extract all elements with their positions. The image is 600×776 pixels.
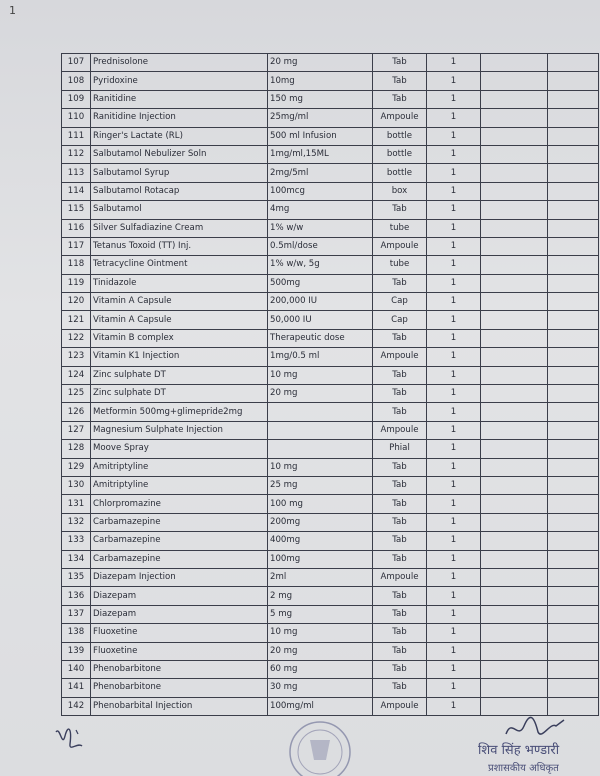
dosage-form: bottle <box>373 127 427 145</box>
dose: 0.5ml/dose <box>268 237 373 255</box>
table-row <box>62 109 599 127</box>
table-row <box>62 513 599 531</box>
quantity: 1 <box>427 679 481 697</box>
drug-name: Ringer's Lactate (RL) <box>91 127 268 145</box>
blank-cell <box>548 587 599 605</box>
table-row <box>62 329 599 347</box>
dosage-form: Tab <box>373 274 427 292</box>
blank-cell <box>481 348 548 366</box>
row-number: 126 <box>62 403 91 421</box>
blank-cell <box>481 605 548 623</box>
drug-name: Magnesium Sulphate Injection <box>91 421 268 439</box>
blank-cell <box>481 385 548 403</box>
quantity: 1 <box>427 421 481 439</box>
blank-cell <box>548 679 599 697</box>
dosage-form: Tab <box>373 458 427 476</box>
dosage-form: Ampoule <box>373 348 427 366</box>
dosage-form: Tab <box>373 624 427 642</box>
dosage-form: Tab <box>373 54 427 72</box>
row-number: 138 <box>62 624 91 642</box>
drug-name: Zinc sulphate DT <box>91 366 268 384</box>
quantity: 1 <box>427 403 481 421</box>
table-row <box>62 127 599 145</box>
blank-cell <box>548 182 599 200</box>
dose: 400mg <box>268 532 373 550</box>
dosage-form: Cap <box>373 311 427 329</box>
blank-cell <box>548 568 599 586</box>
drug-name: Vitamin K1 Injection <box>91 348 268 366</box>
dose <box>268 440 373 458</box>
blank-cell <box>548 201 599 219</box>
table-row <box>62 476 599 494</box>
quantity: 1 <box>427 329 481 347</box>
dosage-form: Tab <box>373 532 427 550</box>
dosage-form: Tab <box>373 385 427 403</box>
row-number: 110 <box>62 109 91 127</box>
blank-cell <box>548 54 599 72</box>
drug-name: Salbutamol Rotacap <box>91 182 268 200</box>
blank-cell <box>481 201 548 219</box>
dosage-form: Tab <box>373 403 427 421</box>
drug-name: Diazepam <box>91 587 268 605</box>
blank-cell <box>548 642 599 660</box>
dosage-form: Tab <box>373 587 427 605</box>
drug-name: Salbutamol Syrup <box>91 164 268 182</box>
table-row <box>62 311 599 329</box>
row-number: 121 <box>62 311 91 329</box>
blank-cell <box>481 679 548 697</box>
dosage-form: Tab <box>373 679 427 697</box>
table-row <box>62 366 599 384</box>
quantity: 1 <box>427 164 481 182</box>
drug-name: Diazepam <box>91 605 268 623</box>
dose: 20 mg <box>268 54 373 72</box>
quantity: 1 <box>427 54 481 72</box>
quantity: 1 <box>427 127 481 145</box>
dosage-form: Tab <box>373 201 427 219</box>
dose: 1% w/w, 5g <box>268 256 373 274</box>
quantity: 1 <box>427 109 481 127</box>
blank-cell <box>548 513 599 531</box>
row-number: 136 <box>62 587 91 605</box>
dose: 1mg/ml,15ML <box>268 145 373 163</box>
blank-cell <box>548 440 599 458</box>
drug-name: Salbutamol Nebulizer Soln <box>91 145 268 163</box>
blank-cell <box>548 127 599 145</box>
dosage-form: Tab <box>373 660 427 678</box>
table-row <box>62 568 599 586</box>
dosage-form: Tab <box>373 495 427 513</box>
table-row <box>62 403 599 421</box>
table-row <box>62 385 599 403</box>
dose: 30 mg <box>268 679 373 697</box>
dosage-form: Tab <box>373 550 427 568</box>
quantity: 1 <box>427 201 481 219</box>
drug-name: Carbamazepine <box>91 513 268 531</box>
row-number: 107 <box>62 54 91 72</box>
blank-cell <box>481 219 548 237</box>
table-row <box>62 495 599 513</box>
blank-cell <box>548 109 599 127</box>
quantity: 1 <box>427 348 481 366</box>
table-row <box>62 182 599 200</box>
dose: 25mg/ml <box>268 109 373 127</box>
dose: 5 mg <box>268 605 373 623</box>
blank-cell <box>548 72 599 90</box>
blank-cell <box>481 182 548 200</box>
drug-name: Ranitidine <box>91 90 268 108</box>
blank-cell <box>548 605 599 623</box>
row-number: 123 <box>62 348 91 366</box>
dosage-form: Tab <box>373 72 427 90</box>
blank-cell <box>481 440 548 458</box>
drug-name: Ranitidine Injection <box>91 109 268 127</box>
blank-cell <box>548 348 599 366</box>
drug-name: Carbamazepine <box>91 532 268 550</box>
blank-cell <box>481 145 548 163</box>
table-row <box>62 164 599 182</box>
row-number: 120 <box>62 293 91 311</box>
dosage-form: Ampoule <box>373 109 427 127</box>
drug-name: Metformin 500mg+glimepride2mg <box>91 403 268 421</box>
row-number: 133 <box>62 532 91 550</box>
row-number: 124 <box>62 366 91 384</box>
table-row <box>62 54 599 72</box>
row-number: 114 <box>62 182 91 200</box>
quantity: 1 <box>427 440 481 458</box>
dose: 1mg/0.5 ml <box>268 348 373 366</box>
row-number: 135 <box>62 568 91 586</box>
dose: 2ml <box>268 568 373 586</box>
blank-cell <box>481 642 548 660</box>
blank-cell <box>548 145 599 163</box>
blank-cell <box>548 660 599 678</box>
drug-name: Vitamin A Capsule <box>91 293 268 311</box>
office-seal-stamp <box>272 716 368 776</box>
quantity: 1 <box>427 532 481 550</box>
blank-cell <box>481 495 548 513</box>
row-number: 109 <box>62 90 91 108</box>
dose: 10 mg <box>268 366 373 384</box>
dose: 4mg <box>268 201 373 219</box>
dose: 100mg/ml <box>268 697 373 715</box>
dosage-form: Ampoule <box>373 421 427 439</box>
dose: 2 mg <box>268 587 373 605</box>
dose: 20 mg <box>268 642 373 660</box>
table-row <box>62 624 599 642</box>
table-row <box>62 145 599 163</box>
quantity: 1 <box>427 219 481 237</box>
row-number: 142 <box>62 697 91 715</box>
blank-cell <box>548 293 599 311</box>
row-number: 117 <box>62 237 91 255</box>
table-row <box>62 679 599 697</box>
row-number: 129 <box>62 458 91 476</box>
blank-cell <box>548 311 599 329</box>
blank-cell <box>481 54 548 72</box>
dose: Therapeutic dose <box>268 329 373 347</box>
blank-cell <box>481 293 548 311</box>
drug-name: Silver Sulfadiazine Cream <box>91 219 268 237</box>
drug-name: Prednisolone <box>91 54 268 72</box>
table-row <box>62 90 599 108</box>
blank-cell <box>481 403 548 421</box>
quantity: 1 <box>427 660 481 678</box>
drug-list-body <box>62 54 599 716</box>
drug-name: Tetracycline Ointment <box>91 256 268 274</box>
blank-cell <box>481 458 548 476</box>
drug-name: Phenobarbitone <box>91 660 268 678</box>
quantity: 1 <box>427 90 481 108</box>
row-number: 118 <box>62 256 91 274</box>
blank-cell <box>481 532 548 550</box>
drug-name: Tinidazole <box>91 274 268 292</box>
blank-cell <box>548 164 599 182</box>
quantity: 1 <box>427 568 481 586</box>
blank-cell <box>548 329 599 347</box>
blank-cell <box>481 256 548 274</box>
dose: 50,000 IU <box>268 311 373 329</box>
quantity: 1 <box>427 274 481 292</box>
handwritten-initial-signature <box>52 722 92 762</box>
quantity: 1 <box>427 366 481 384</box>
quantity: 1 <box>427 513 481 531</box>
dosage-form: Ampoule <box>373 568 427 586</box>
dose: 100mcg <box>268 182 373 200</box>
table-row <box>62 532 599 550</box>
blank-cell <box>548 476 599 494</box>
dosage-form: bottle <box>373 164 427 182</box>
dosage-form: Phial <box>373 440 427 458</box>
quantity: 1 <box>427 256 481 274</box>
table-row <box>62 421 599 439</box>
blank-cell <box>548 458 599 476</box>
dosage-form: Cap <box>373 293 427 311</box>
drug-name: Pyridoxine <box>91 72 268 90</box>
table-row <box>62 72 599 90</box>
dosage-form: Tab <box>373 90 427 108</box>
dose <box>268 403 373 421</box>
official-signature <box>500 712 570 742</box>
drug-name: Amitriptyline <box>91 458 268 476</box>
corner-mark: 1 <box>9 4 16 17</box>
table-row <box>62 605 599 623</box>
quantity: 1 <box>427 495 481 513</box>
table-row <box>62 201 599 219</box>
quantity: 1 <box>427 458 481 476</box>
dose: 60 mg <box>268 660 373 678</box>
table-row <box>62 587 599 605</box>
drug-name: Diazepam Injection <box>91 568 268 586</box>
row-number: 112 <box>62 145 91 163</box>
row-number: 128 <box>62 440 91 458</box>
dosage-form: Ampoule <box>373 237 427 255</box>
table-row <box>62 440 599 458</box>
row-number: 111 <box>62 127 91 145</box>
blank-cell <box>481 311 548 329</box>
official-name-stamp: शिव सिंह भण्डारी <box>478 743 560 758</box>
blank-cell <box>481 624 548 642</box>
table-row <box>62 550 599 568</box>
blank-cell <box>481 274 548 292</box>
drug-name: Amitriptyline <box>91 476 268 494</box>
row-number: 127 <box>62 421 91 439</box>
quantity: 1 <box>427 605 481 623</box>
row-number: 119 <box>62 274 91 292</box>
blank-cell <box>481 366 548 384</box>
dose: 20 mg <box>268 385 373 403</box>
dosage-form: box <box>373 182 427 200</box>
quantity: 1 <box>427 624 481 642</box>
drug-name: Moove Spray <box>91 440 268 458</box>
drug-list-table <box>61 53 599 716</box>
blank-cell <box>548 385 599 403</box>
table-row <box>62 274 599 292</box>
dose: 25 mg <box>268 476 373 494</box>
official-title-stamp: प्रशासकीय अधिकृत <box>488 763 559 774</box>
table-row <box>62 642 599 660</box>
blank-cell <box>481 660 548 678</box>
dose: 2mg/5ml <box>268 164 373 182</box>
dosage-form: Tab <box>373 329 427 347</box>
drug-name: Salbutamol <box>91 201 268 219</box>
blank-cell <box>481 513 548 531</box>
blank-cell <box>481 550 548 568</box>
drug-name: Zinc sulphate DT <box>91 385 268 403</box>
drug-name: Fluoxetine <box>91 642 268 660</box>
dose <box>268 421 373 439</box>
drug-name: Vitamin A Capsule <box>91 311 268 329</box>
blank-cell <box>548 237 599 255</box>
drug-name: Phenobarbitone <box>91 679 268 697</box>
row-number: 130 <box>62 476 91 494</box>
dosage-form: bottle <box>373 145 427 163</box>
table-row <box>62 293 599 311</box>
dosage-form: Tab <box>373 476 427 494</box>
quantity: 1 <box>427 385 481 403</box>
row-number: 140 <box>62 660 91 678</box>
drug-name: Phenobarbital Injection <box>91 697 268 715</box>
dosage-form: tube <box>373 219 427 237</box>
quantity: 1 <box>427 697 481 715</box>
quantity: 1 <box>427 587 481 605</box>
dose: 100mg <box>268 550 373 568</box>
drug-name: Vitamin B complex <box>91 329 268 347</box>
blank-cell <box>548 90 599 108</box>
blank-cell <box>481 587 548 605</box>
table-row <box>62 660 599 678</box>
table-row <box>62 348 599 366</box>
dose: 1% w/w <box>268 219 373 237</box>
dose: 500 ml Infusion <box>268 127 373 145</box>
blank-cell <box>481 164 548 182</box>
blank-cell <box>481 421 548 439</box>
row-number: 116 <box>62 219 91 237</box>
quantity: 1 <box>427 293 481 311</box>
dosage-form: Tab <box>373 605 427 623</box>
quantity: 1 <box>427 182 481 200</box>
dose: 500mg <box>268 274 373 292</box>
blank-cell <box>481 568 548 586</box>
quantity: 1 <box>427 311 481 329</box>
dosage-form: Ampoule <box>373 697 427 715</box>
blank-cell <box>548 274 599 292</box>
row-number: 137 <box>62 605 91 623</box>
dose: 10mg <box>268 72 373 90</box>
dose: 100 mg <box>268 495 373 513</box>
blank-cell <box>481 476 548 494</box>
dose: 200,000 IU <box>268 293 373 311</box>
table-row <box>62 256 599 274</box>
dosage-form: Tab <box>373 513 427 531</box>
drug-name: Fluoxetine <box>91 624 268 642</box>
table-row <box>62 219 599 237</box>
quantity: 1 <box>427 476 481 494</box>
dosage-form: Tab <box>373 642 427 660</box>
dose: 200mg <box>268 513 373 531</box>
blank-cell <box>548 495 599 513</box>
dosage-form: Tab <box>373 366 427 384</box>
quantity: 1 <box>427 237 481 255</box>
blank-cell <box>481 127 548 145</box>
blank-cell <box>548 256 599 274</box>
blank-cell <box>548 532 599 550</box>
blank-cell <box>481 72 548 90</box>
row-number: 139 <box>62 642 91 660</box>
table-row <box>62 237 599 255</box>
quantity: 1 <box>427 642 481 660</box>
row-number: 132 <box>62 513 91 531</box>
quantity: 1 <box>427 145 481 163</box>
row-number: 108 <box>62 72 91 90</box>
blank-cell <box>481 237 548 255</box>
blank-cell <box>548 403 599 421</box>
dose: 10 mg <box>268 458 373 476</box>
row-number: 125 <box>62 385 91 403</box>
row-number: 122 <box>62 329 91 347</box>
row-number: 131 <box>62 495 91 513</box>
drug-name: Carbamazepine <box>91 550 268 568</box>
table-row <box>62 458 599 476</box>
blank-cell <box>481 109 548 127</box>
blank-cell <box>548 366 599 384</box>
blank-cell <box>548 550 599 568</box>
dose: 150 mg <box>268 90 373 108</box>
drug-name: Chlorpromazine <box>91 495 268 513</box>
quantity: 1 <box>427 72 481 90</box>
blank-cell <box>481 329 548 347</box>
row-number: 115 <box>62 201 91 219</box>
blank-cell <box>548 421 599 439</box>
blank-cell <box>548 624 599 642</box>
quantity: 1 <box>427 550 481 568</box>
row-number: 134 <box>62 550 91 568</box>
blank-cell <box>481 90 548 108</box>
blank-cell <box>548 219 599 237</box>
row-number: 141 <box>62 679 91 697</box>
dosage-form: tube <box>373 256 427 274</box>
dose: 10 mg <box>268 624 373 642</box>
drug-name: Tetanus Toxoid (TT) Inj. <box>91 237 268 255</box>
row-number: 113 <box>62 164 91 182</box>
